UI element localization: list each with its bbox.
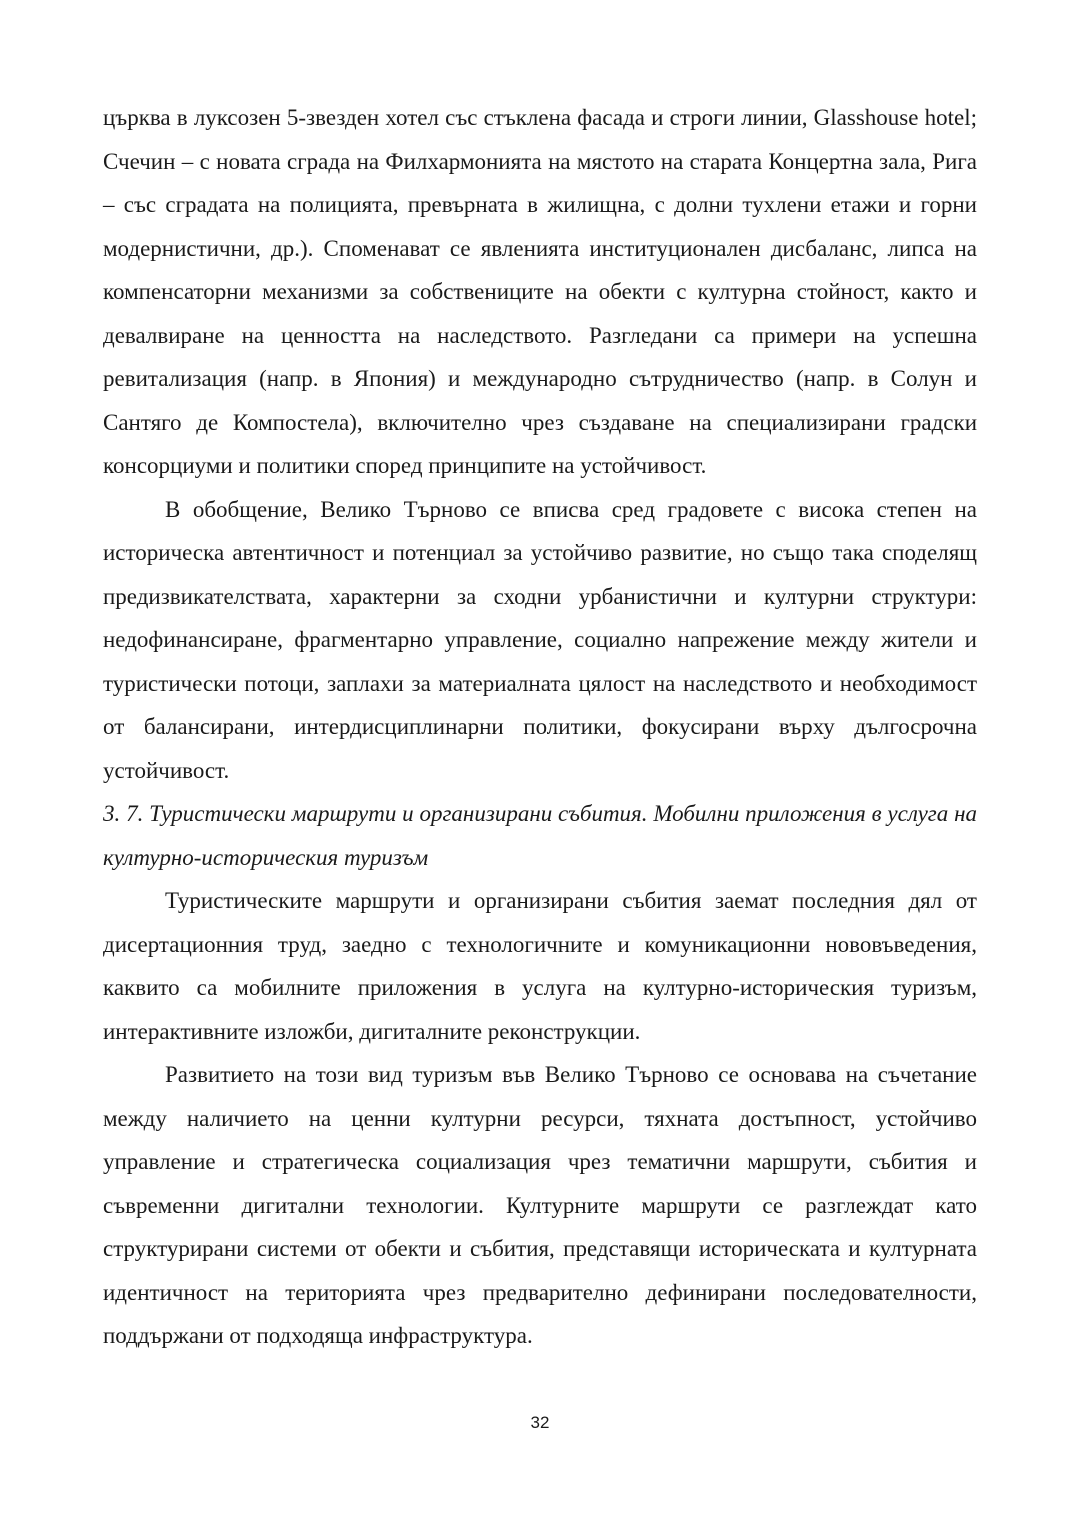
- section-heading: 3. 7. Туристически маршрути и организирани събития. Мобилни приложения в услуга на културно-историческия туризъм: [103, 801, 977, 870]
- paragraph-routes-intro: Туристическите маршрути и организирани събития заемат последния дял от дисертационния труд, заедно с технологичните и комуникационни нововъведения, каквито са мобилните приложения в услуга на културно-историческия туризъм, интерактивните изложби, дигиталните реконструкции.: [103, 888, 977, 1044]
- paragraph-continued: църква в луксозен 5-звезден хотел със стъклена фасада и строги линии, Glasshouse hotel; Счечин – с новата сграда на Филхармонията на мястото на старата Концертна зала, Рига – със сградата на полицията, превърната в жилищна, с долни тухлени етажи и горни модернистични, др.). Споменават се явленията институционален дисбаланс, липса на компенсаторни механизми за собствениците на обекти с културна стойност, както и девалвиране на ценността на наследството. Разгледани са примери на успешна ревитализация (напр. в Япония) и международно сътрудничество (напр. в Солун и Сантяго де Компостела), включително чрез създаване на специализирани градски консорциуми и политики според принципите на устойчивост.: [103, 105, 977, 478]
- paragraph-development: Развитието на този вид туризъм във Велико Търново се основава на съчетание между наличието на ценни културни ресурси, тяхната достъпност, устойчиво управление и стратегическа социализация чрез тематични маршрути, събития и съвременни дигитални технологии. Културните маршрути се разглеждат като структурирани системи от обекти и събития, представящи историческата и културната идентичност на територията чрез предварително дефинирани последователности, поддържани от подходяща инфраструктура.: [103, 1062, 977, 1348]
- paragraph-summary: В обобщение, Велико Търново се вписва сред градовете с висока степен на историческа автентичност и потенциал за устойчиво развитие, но също така споделящ предизвикателствата, характерни за сходни урбанистични и културни структури: недофинансиране, фрагментарно управление, социално напрежение между жители и туристически потоци, заплахи за материалната цялост на наследството и необходимост от балансирани, интердисциплинарни политики, фокусирани върху дългосрочна устойчивост.: [103, 496, 977, 783]
- page-number: 32: [530, 1413, 550, 1432]
- page-body: [103, 96, 977, 1358]
